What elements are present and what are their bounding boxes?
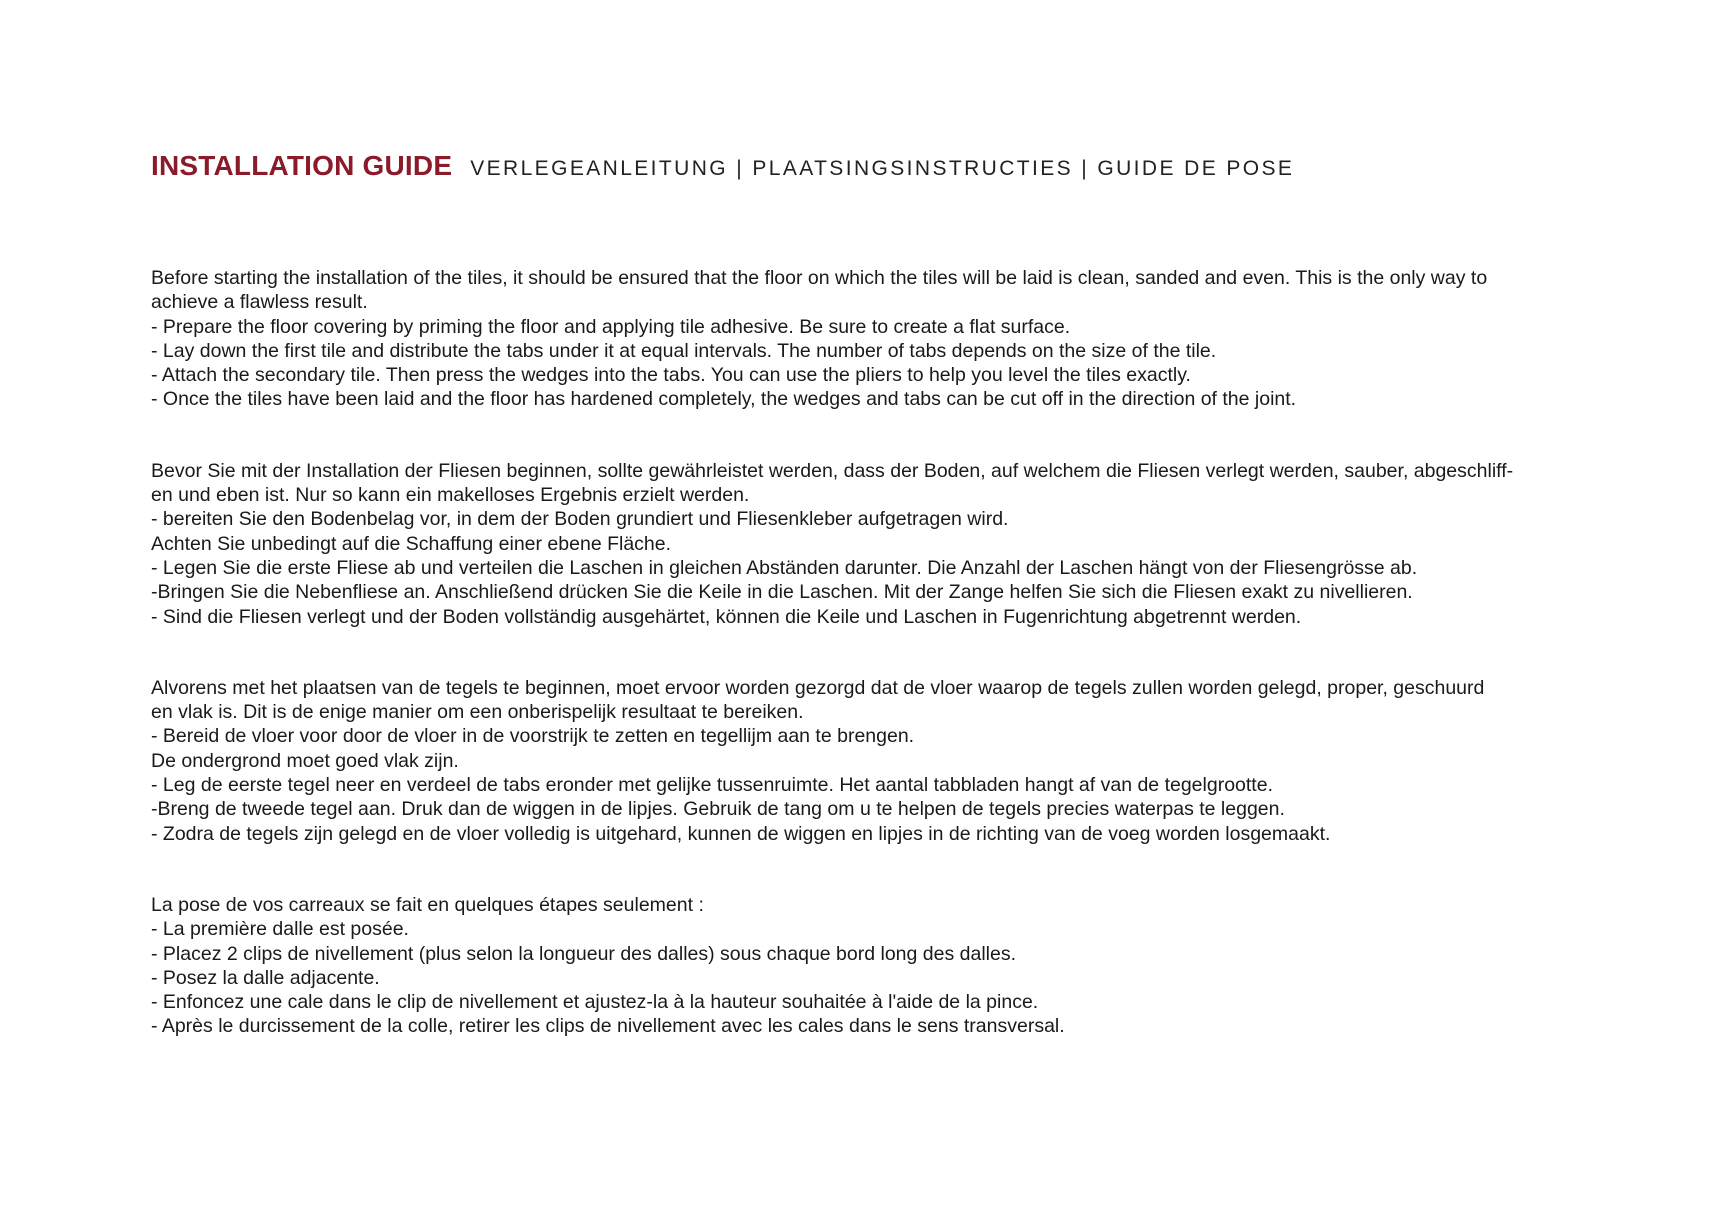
instruction-line: - Once the tiles have been laid and the floor has hardened completely, the wedges and tabs can be cut off in the direction of the joint.: [151, 388, 1297, 411]
instruction-line: -Bringen Sie die Nebenfliese an. Anschließend drücken Sie die Keile in die Laschen. Mit der Zange helfen Sie sich die Fliesen exakt zu nivellieren.: [151, 581, 1413, 604]
page-subtitle: VERLEGEANLEITUNG | PLAATSINGSINSTRUCTIES | GUIDE DE POSE: [470, 157, 1295, 180]
document-page: [151, 150, 1601, 1038]
instruction-line: - Enfoncez une cale dans le clip de nivellement et ajustez-la à la hauteur souhaitée à l'aide de la pince.: [151, 991, 1039, 1014]
instruction-line: - Placez 2 clips de nivellement (plus selon la longueur des dalles) sous chaque bord long des dalles.: [151, 942, 1017, 965]
instruction-line: - Legen Sie die erste Fliese ab und verteilen die Laschen in gleichen Abständen darunter. Die Anzahl der Laschen hängt von der Fliesengrösse ab.: [151, 556, 1418, 579]
instruction-line: Achten Sie unbedingt auf die Schaffung einer ebene Fläche.: [151, 532, 672, 555]
instruction-line: -Breng de tweede tegel aan. Druk dan de wiggen in de lipjes. Gebruik de tang om u te helpen de tegels precies waterpas te leggen.: [151, 798, 1285, 821]
instructions-nl: [151, 676, 1601, 846]
instruction-line: - Zodra de tegels zijn gelegd en de vloer volledig is uitgehard, kunnen de wiggen en lipjes in de richting van de voeg worden losgemaakt.: [151, 822, 1331, 845]
instruction-line: Bevor Sie mit der Installation der Fliesen beginnen, sollte gewährleistet werden, dass der Boden, auf welchem die Fliesen verlegt werden, sauber, abgeschliff-: [151, 459, 1514, 482]
instructions-de: [151, 459, 1601, 629]
instruction-line: - Sind die Fliesen verlegt und der Boden vollständig ausgehärtet, können die Keile und Laschen in Fugenrichtung abgetrennt werden.: [151, 605, 1302, 628]
instruction-line: La pose de vos carreaux se fait en quelques étapes seulement :: [151, 893, 704, 916]
instructions-fr: [151, 893, 1601, 1039]
instruction-sections: [151, 266, 1601, 1086]
instruction-line: Alvorens met het plaatsen van de tegels te beginnen, moet ervoor worden gezorgd dat de vloer waarop de tegels zullen worden gelegd, proper, geschuurd: [151, 676, 1485, 699]
instruction-line: - Posez la dalle adjacente.: [151, 966, 380, 989]
instruction-line: en vlak is. Dit is de enige manier om een onberispelijk resultaat te bereiken.: [151, 701, 804, 724]
instruction-line: - Leg de eerste tegel neer en verdeel de tabs eronder met gelijke tussenruimte. Het aantal tabbladen hangt af van de tegelgrootte.: [151, 774, 1273, 797]
instruction-line: - La première dalle est posée.: [151, 918, 409, 941]
instruction-line: - Lay down the first tile and distribute the tabs under it at equal intervals. The number of tabs depends on the size of the tile.: [151, 339, 1217, 362]
page-title: INSTALLATION GUIDE: [151, 150, 453, 181]
instruction-line: - Prepare the floor covering by priming the floor and applying tile adhesive. Be sure to create a flat surface.: [151, 315, 1071, 338]
instruction-line: - Attach the secondary tile. Then press the wedges into the tabs. You can use the pliers to help you level the tiles exactly.: [151, 364, 1191, 387]
instruction-line: De ondergrond moet goed vlak zijn.: [151, 749, 459, 772]
instruction-line: Before starting the installation of the tiles, it should be ensured that the floor on which the tiles will be laid is clean, sanded and even. This is the only way to: [151, 267, 1488, 289]
instruction-line: - bereiten Sie den Bodenbelag vor, in dem der Boden grundiert und Fliesenkleber aufgetragen wird.: [151, 508, 1009, 531]
instruction-line: en und eben ist. Nur so kann ein makelloses Ergebnis erzielt werden.: [151, 484, 750, 507]
instruction-line: - Après le durcissement de la colle, retirer les clips de nivellement avec les cales dans le sens transversal.: [151, 1015, 1065, 1038]
instructions-en: [151, 266, 1601, 412]
instruction-line: achieve a flawless result.: [151, 291, 368, 314]
instruction-line: - Bereid de vloer voor door de vloer in de voorstrijk te zetten en tegellijm aan te brengen.: [151, 725, 915, 748]
page-header: [151, 150, 1601, 182]
